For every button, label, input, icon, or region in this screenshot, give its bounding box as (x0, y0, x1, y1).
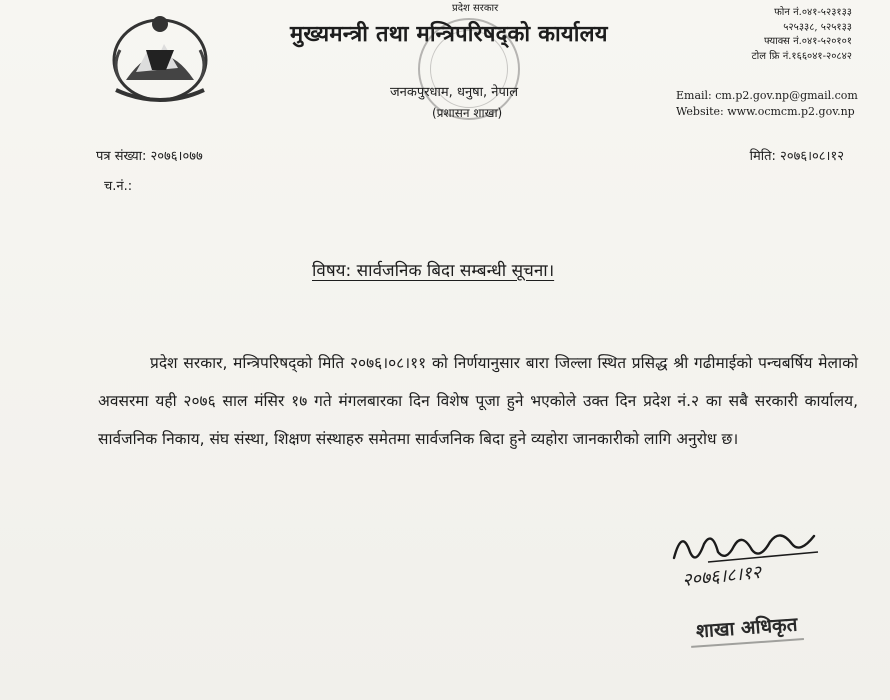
website-line[interactable]: Website: www.ocmcm.p2.gov.np (676, 105, 855, 118)
letter-date: मिति: २०७६।०८।१२ (749, 149, 844, 164)
phone-line-2: ५२५३३८, ५२५१३३ (783, 21, 852, 33)
email-line[interactable]: Email: cm.p2.gov.np@gmail.com (676, 89, 858, 102)
office-title: मुख्यमन्त्री तथा मन्त्रिपरिषद्को कार्यालय (290, 22, 608, 47)
subject-line: विषय: सार्वजनिक बिदा सम्बन्धी सूचना। (312, 261, 555, 281)
tollfree-line: टोल फ्रि नं.१६६०४१-२०८४२ (751, 50, 852, 62)
letter-number: पत्र संख्या: २०७६।०७७ (96, 149, 203, 164)
designation-stamp: शाखा अधिकृत (689, 608, 804, 648)
office-address: जनकपुरधाम, धनुषा, नेपाल (390, 85, 519, 100)
section-label: (प्रशासन शाखा) (432, 106, 503, 120)
online-contact (676, 88, 858, 120)
nepal-emblem-icon (106, 10, 214, 106)
government-line: प्रदेश सरकार (452, 3, 499, 14)
body-paragraph: प्रदेश सरकार, मन्त्रिपरिषद्को मिति २०७६।०८।११ को निर्णयानुसार बारा जिल्ला स्थित प्रसिद्ध श्री गढीमाईको पन्चबर्षिय मेलाको अवसरमा यही २०७६ साल मंसिर १७ गते मंगलबारका दिन विशेष पूजा हुने भएकोले उक्त दिन प्रदेश नं.२ का सबै सरकारी कार्यालय, सार्वजनिक निकाय, संघ संस्था, शिक्षण संस्थाहरु समेतमा सार्वजनिक बिदा हुने व्यहोरा जानकारीको लागि अनुरोध छ। (98, 354, 858, 448)
phone-line-1: फोन नं.०४१-५२३१३३ (774, 7, 852, 18)
signature-date: २०७६।८।१२ (681, 561, 763, 592)
dispatch-number: च.नं.: (104, 179, 133, 194)
notice-body (98, 344, 858, 458)
contact-block (752, 6, 852, 64)
fax-line: फ्याक्स नं.०४१-५२०१०१ (763, 36, 852, 47)
